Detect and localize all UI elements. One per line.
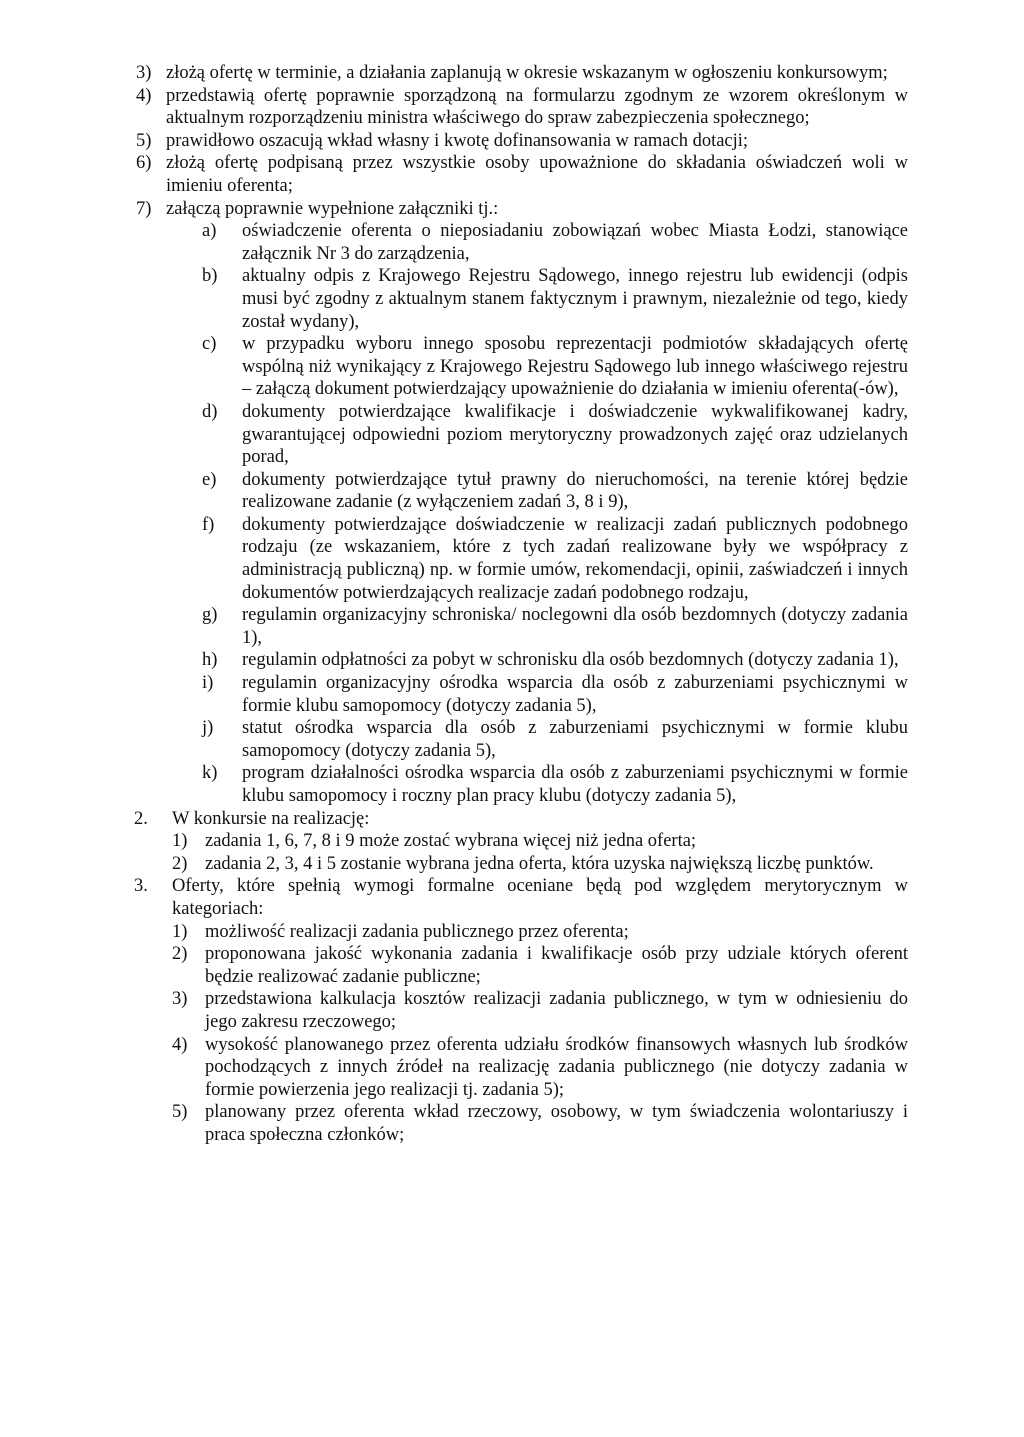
list-item [136,152,908,197]
list-item [172,1034,908,1102]
item-text: program działalności ośrodka wsparcia dla osób z zaburzeniami psychicznymi w formie klubu samopomocy i roczny plan pracy klubu (dotyczy zadania 5), [242,763,908,806]
item-text: oświadczenie oferenta o nieposiadaniu zobowiązań wobec Miasta Łodzi, stanowiące załącznik Nr 3 do zarządzenia, [242,221,908,264]
item-letter: c) [202,334,217,355]
item-text: statut ośrodka wsparcia dla osób z zaburzeniami psychicznymi w formie klubu samopomocy (dotyczy zadania 5), [242,718,908,761]
item-letter: f) [202,514,215,535]
item-letter: g) [202,605,218,626]
section-paragraph [134,875,908,920]
document-page [0,62,1024,1147]
list-item [172,943,908,988]
item-text: przedstawiona kalkulacja kosztów realizacji zadania publicznego, w tym w odniesieniu do jego zakresu rzeczowego; [205,989,908,1032]
section-text: W konkursie na realizację: [172,808,370,829]
list-item [172,830,908,853]
item-text: proponowana jakość wykonania zadania i kwalifikacje osób przy udziale których oferent będzie realizować zadanie publiczne; [205,944,908,987]
item-number: 5) [136,130,152,151]
item-text: możliwość realizacji zadania publicznego przez oferenta; [205,921,629,942]
section-paragraph [134,808,908,831]
item-text: regulamin organizacyjny schroniska/ noclegowni dla osób bezdomnych (dotyczy zadania 1), [242,605,908,648]
list-item [136,198,908,221]
item-number: 1) [172,831,188,852]
attachment-item [202,717,908,762]
list-item [172,1101,908,1146]
attachment-item [202,333,908,401]
item-letter: d) [202,401,218,422]
attachment-item [202,265,908,333]
list-item [172,988,908,1033]
item-text: w przypadku wyboru innego sposobu reprezentacji podmiotów składających ofertę wspólną niż wynikający z Krajowego Rejestru Sądowego lub innego właściwego rejestru – załączą dokument potwierdzający upoważnienie do działania w imieniu oferenta(-ów), [242,334,908,400]
item-letter: k) [202,763,218,784]
list-item [136,62,908,85]
item-text: wysokość planowanego przez oferenta udziału środków finansowych własnych lub środków pochodzących z innych źródeł na realizację zadania publicznego (nie dotyczy zadania w formie powierzenia jego realizacji tj. zadania 5); [205,1034,908,1100]
section-number: 3. [134,876,148,897]
item-number: 6) [136,153,152,174]
list-item [136,130,908,153]
item-letter: b) [202,266,218,287]
item-text: złożą ofertę w terminie, a działania zaplanują w okresie wskazanym w ogłoszeniu konkursowym; [166,63,888,83]
attachment-item [202,672,908,717]
item-letter: j) [202,718,214,739]
item-letter: a) [202,221,217,242]
item-text: dokumenty potwierdzające doświadczenie w realizacji zadań publicznych podobnego rodzaju (ze wskazaniem, które z tych zadań realizowane były we współpracy z administracją publiczną) np. w formie umów, rekomendacji, opinii, zaświadczeń i innych dokumentów potwierdzających realizacje zadań podobnego rodzaju, [242,514,908,603]
item-text: zadania 1, 6, 7, 8 i 9 może zostać wybrana więcej niż jedna oferta; [205,831,697,852]
attachment-item [202,604,908,649]
list-item [136,85,908,130]
item-text: prawidłowo oszacują wkład własny i kwotę dofinansowania w ramach dotacji; [166,130,749,151]
list-item [172,921,908,944]
item-number: 5) [172,1102,188,1123]
item-number: 1) [172,921,188,942]
list-item [172,853,908,876]
item-text: dokumenty potwierdzające kwalifikacje i doświadczenie wykwalifikowanej kadry, gwarantującej odpowiedni poziom merytoryczny prowadzonych zajęć oraz udzielanych porad, [242,401,908,468]
item-text: załączą poprawnie wypełnione załączniki tj.: [166,198,499,219]
item-number: 2) [172,944,188,965]
item-text: regulamin odpłatności za pobyt w schronisku dla osób bezdomnych (dotyczy zadania 1), [242,650,899,671]
attachment-item [202,762,908,807]
item-number: 4) [136,85,152,106]
item-text: dokumenty potwierdzające tytuł prawny do nieruchomości, na terenie której będzie realizowane zadanie (z wyłączeniem zadań 3, 8 i 9), [242,469,908,513]
section-text: Oferty, które spełnią wymogi formalne oceniane będą pod względem merytorycznym w kategoriach: [172,876,908,919]
item-text: regulamin organizacyjny ośrodka wsparcia dla osób z zaburzeniami psychicznymi w formie klubu samopomocy (dotyczy zadania 5), [242,673,908,716]
attachment-item [202,469,908,514]
item-number: 4) [172,1034,188,1055]
item-text: złożą ofertę podpisaną przez wszystkie osoby upoważnione do składania oświadczeń woli w imieniu oferenta; [166,153,908,196]
item-text: planowany przez oferenta wkład rzeczowy, osobowy, w tym świadczenia wolontariuszy i praca społeczna członków; [205,1102,908,1145]
item-letter: i) [202,673,214,694]
item-text: przedstawią ofertę poprawnie sporządzoną na formularzu zgodnym ze wzorem określonym w aktualnym rozporządzeniu ministra właściwego do spraw zabezpieczenia społecznego; [166,85,908,129]
attachment-item [202,649,908,672]
item-text: aktualny odpis z Krajowego Rejestru Sądowego, innego rejestru lub ewidencji (odpis musi być zgodny z aktualnym stanem faktycznym i prawnym, niezależnie od tego, kiedy został wydany), [242,266,908,332]
attachment-item [202,401,908,469]
item-letter: h) [202,650,218,671]
attachment-item [202,220,908,265]
item-number: 3) [136,63,152,83]
section-number: 2. [134,808,148,829]
item-text: zadania 2, 3, 4 i 5 zostanie wybrana jedna oferta, która uzyska największą liczbę punktów. [205,853,874,874]
item-letter: e) [202,469,217,490]
item-number: 3) [172,989,188,1010]
attachment-item [202,514,908,604]
item-number: 7) [136,198,152,219]
item-number: 2) [172,853,188,874]
